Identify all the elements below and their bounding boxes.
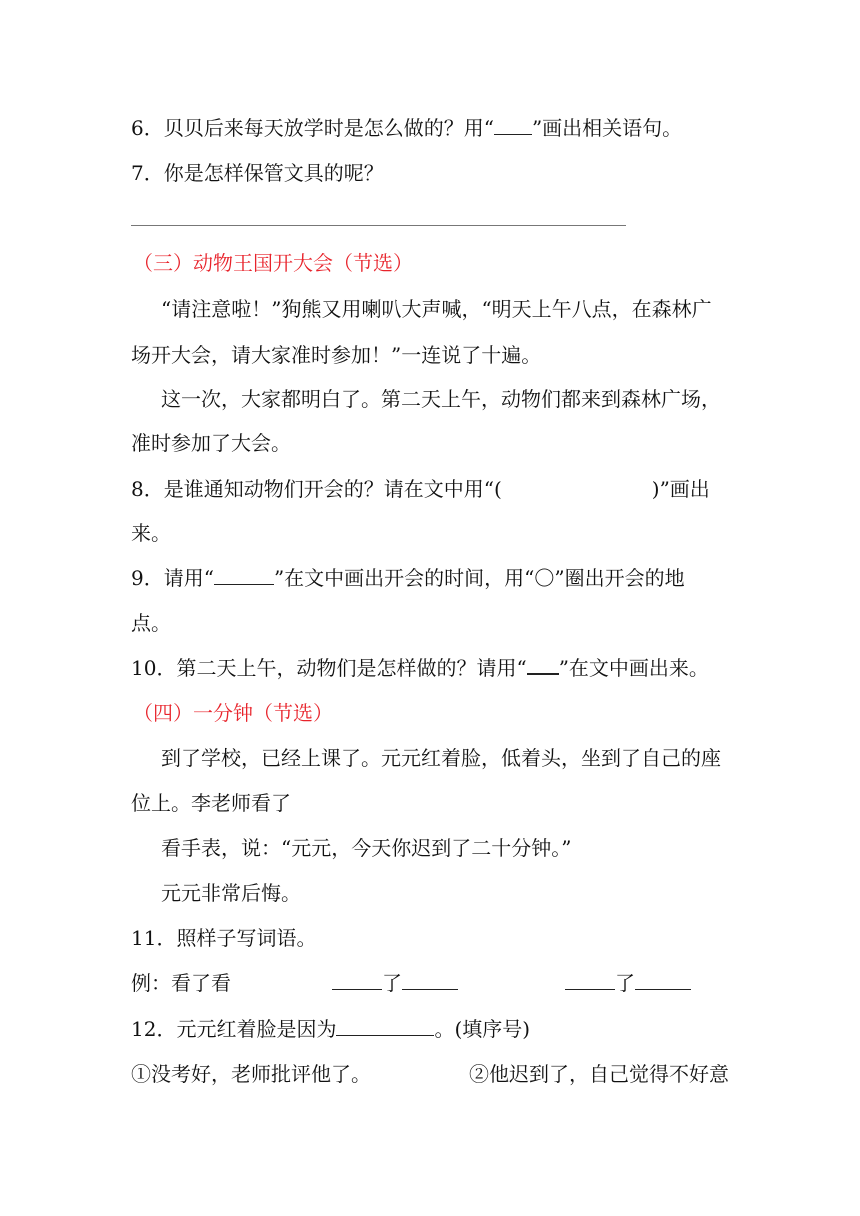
q12-prefix: 12．元元红着脸是因为 bbox=[131, 1017, 337, 1041]
q9-blank bbox=[214, 566, 274, 585]
q12-suffix: 。(填序号) bbox=[434, 1017, 531, 1041]
q8-suffix: )”画出 bbox=[651, 477, 710, 501]
question-10 bbox=[131, 655, 709, 681]
passage-4-p3: 元元非常后悔。 bbox=[161, 881, 301, 905]
q11-answer-2[interactable] bbox=[565, 970, 691, 996]
q11-mid-2: 了 bbox=[615, 971, 635, 995]
q12-option-1: ①没考好，老师批评他了。 bbox=[131, 1062, 371, 1086]
q12-blank[interactable] bbox=[336, 1017, 434, 1036]
question-8-line2: 来。 bbox=[131, 521, 171, 545]
passage-4-p1-line2: 位上。李老师看了 bbox=[131, 791, 291, 815]
answer-line[interactable] bbox=[131, 225, 626, 226]
q9-suffix: ”在文中画出开会的时间，用“〇”圈出开会的地 bbox=[273, 566, 685, 590]
passage-3-p2-line2: 准时参加了大会。 bbox=[131, 431, 291, 455]
passage-3-p2-line1: 这一次，大家都明白了。第二天上午，动物们都来到森林广场， bbox=[161, 387, 721, 411]
passage-3-p1-line1: “请注意啦！”狗熊又用喇叭大声喊，“明天上午八点，在森林广 bbox=[161, 297, 712, 321]
question-12 bbox=[131, 1016, 530, 1042]
q11-mid-1: 了 bbox=[382, 971, 402, 995]
q11-example: 例：看了看 bbox=[131, 971, 231, 995]
q9-prefix: 9．请用“ bbox=[131, 566, 214, 590]
section-4-title: （四）一分钟（节选） bbox=[133, 701, 333, 725]
q12-option-2: ②他迟到了，自己觉得不好意 bbox=[469, 1062, 729, 1086]
q10-blank bbox=[527, 655, 559, 675]
passage-3-p1-line2: 场开大会，请大家准时参加！”一连说了十遍。 bbox=[131, 343, 542, 367]
q10-suffix: ”在文中画出来。 bbox=[558, 656, 709, 680]
q6-blank bbox=[494, 116, 532, 135]
q8-prefix: 8．是谁通知动物们开会的？请在文中用“( bbox=[131, 477, 502, 501]
question-7: 7．你是怎样保管文具的呢？ bbox=[131, 161, 384, 185]
question-9-line2: 点。 bbox=[131, 611, 171, 635]
passage-4-p1-line1: 到了学校，已经上课了。元元红着脸，低着头，坐到了自己的座 bbox=[161, 746, 721, 770]
question-11: 11．照样子写词语。 bbox=[131, 926, 317, 950]
section-3-title: （三）动物王国开大会（节选） bbox=[133, 251, 413, 275]
passage-4-p2: 看手表，说：“元元，今天你迟到了二十分钟。” bbox=[161, 836, 572, 860]
q10-prefix: 10．第二天上午，动物们是怎样做的？请用“ bbox=[131, 656, 527, 680]
q6-suffix: ”画出相关语句。 bbox=[531, 116, 683, 140]
question-9 bbox=[131, 565, 685, 591]
question-6 bbox=[131, 115, 682, 141]
q11-answer-1[interactable] bbox=[332, 970, 458, 996]
q6-prefix: 6．贝贝后来每天放学时是怎么做的？用“ bbox=[131, 116, 494, 140]
question-8 bbox=[131, 476, 710, 502]
question-11-example-row bbox=[131, 970, 231, 996]
